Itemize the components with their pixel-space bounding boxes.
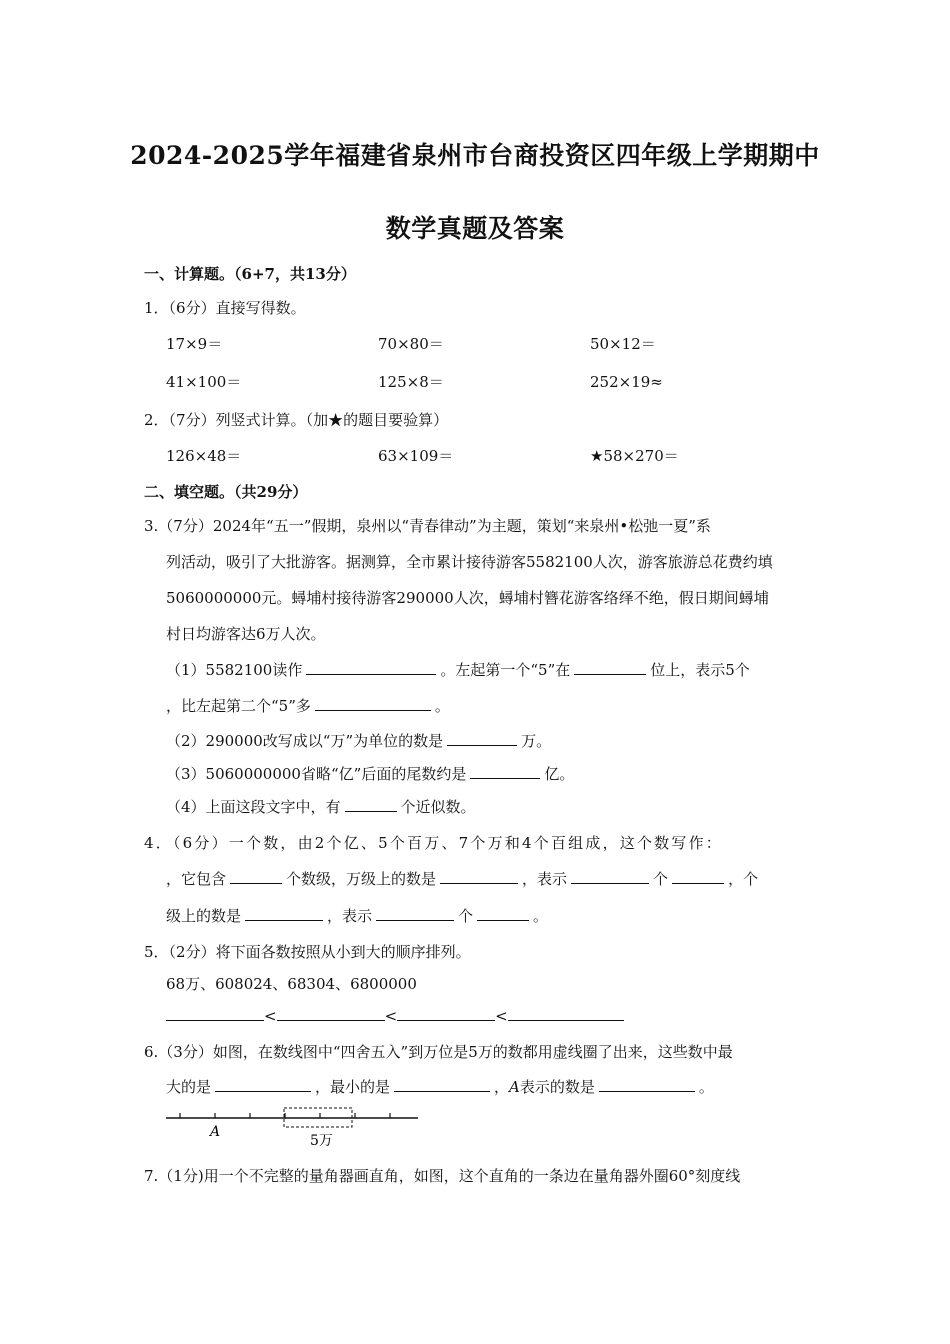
q3-sub1-text-d: ，比左起第二个“5”多 [166,697,311,715]
q4-text-h: 个 [458,907,474,925]
q3-line4: 村日均游客达6万人次。 [166,625,326,643]
q4-line1: 4．（6分）一个数，由2个亿、5个百万、7个万和4个百组成，这个数写作： [144,834,723,852]
q2-item-1: 126×48＝ [166,447,242,465]
q3-sub3-text-b: 亿。 [544,765,575,783]
q3-sub3 [166,764,574,784]
q3-sub1-blank-2[interactable] [574,660,646,675]
q6-blank-2[interactable] [394,1077,490,1092]
q6-blank-1[interactable] [215,1077,311,1092]
q4-blank-7[interactable] [477,906,529,921]
q4-blank-6[interactable] [376,906,454,921]
number-line-figure [160,1100,430,1150]
q6-text-f: 。 [698,1078,714,1096]
q3-line2: 列活动，吸引了大批游客。据测算，全市累计接待游客5582100人次，游客旅游总花费约填 [166,553,773,571]
q6-line1: 6.（3分）如图，在数线图中“四舍五入”到万位是5万的数都用虚线圈了出来，这些数中最 [144,1043,733,1061]
q3-sub2-text-b: 万。 [521,732,552,750]
q5-blank-4[interactable] [508,1006,624,1021]
q6-text-d: A [509,1078,520,1096]
q6-line2 [166,1077,714,1097]
q1-item-4: 41×100＝ [166,373,242,391]
q3-line3: 5060000000元。蟳埔村接待游客290000人次，蟳埔村簪花游客络绎不绝，假日期间蟳埔 [166,589,769,607]
q6-text-b: ，最小的是 [315,1078,391,1096]
q4-blank-5[interactable] [245,906,323,921]
q3-sub3-text-a: （3）5060000000省略“亿”后面的尾数约是 [166,765,467,783]
q3-sub1-cont [166,696,450,716]
point-a-label: A [210,1124,221,1140]
q3-sub2-blank[interactable] [447,731,517,746]
q5-blank-3[interactable] [397,1006,495,1021]
q3-sub4-text-a: （4）上面这段文字中，有 [166,798,341,816]
q4-blank-3[interactable] [571,869,649,884]
q5-lt-1: < [264,1007,277,1025]
q6-blank-3[interactable] [599,1077,695,1092]
q3-sub1-text-a: （1）5582100读作 [166,661,303,679]
q1-item-6: 252×19≈ [590,373,663,391]
q3-sub1-text-e: 。 [434,697,450,715]
q2-stem: 2．（7分）列竖式计算。（加★的题目要验算） [144,411,449,429]
q4-blank-1[interactable] [230,869,282,884]
q3-sub1-text-c: 位上，表示5个 [650,661,750,679]
q6-text-e: 表示的数是 [519,1078,595,1096]
section2-heading: 二、填空题。（共29分） [144,483,308,501]
section1-heading: 一、计算题。（6+7，共13分） [144,265,356,283]
q3-line1: 3.（7分）2024年“五一”假期，泉州以“青春律动”为主题，策划“来泉州•松弛一夏”系 [144,517,711,535]
q3-sub2-text-a: （2）290000改写成以“万”为单位的数是 [166,732,444,750]
q4-text-i: 。 [533,907,549,925]
q1-item-3: 50×12＝ [590,335,656,353]
q3-sub1-blank-3[interactable] [315,696,431,711]
q5-numbers: 68万、608024、68304、6800000 [166,975,417,993]
q4-blank-2[interactable] [440,869,518,884]
q2-item-2: 63×109＝ [378,447,454,465]
q4-text-g: ，表示 [327,907,373,925]
q2-item-3: ★58×270＝ [590,447,679,465]
q5-blank-2[interactable] [277,1006,385,1021]
q3-sub4-text-b: 个近似数。 [400,798,476,816]
q3-sub2 [166,731,551,751]
q3-sub3-blank[interactable] [470,764,540,779]
q4-text-c: ，表示 [522,870,568,888]
q3-sub1-blank-1[interactable] [306,660,436,675]
q1-item-2: 70×80＝ [378,335,444,353]
q5-stem: 5．（2分）将下面各数按照从小到大的顺序排列。 [144,943,471,961]
five-wan-label: 5万 [310,1133,333,1149]
q4-text-d: 个 [653,870,669,888]
q4-text-f: 级上的数是 [166,907,242,925]
document-title-line1: 2024-2025学年福建省泉州市台商投资区四年级上学期期中 [130,141,820,170]
q4-line2 [166,869,758,889]
q5-lt-3: < [495,1007,508,1025]
q4-text-b: 个数级，万级上的数是 [286,870,437,888]
q3-sub4 [166,797,476,817]
q4-text-e: ，个 [728,870,759,888]
q7-line1: 7.（1分)用一个不完整的量角器画直角，如图，这个直角的一条边在量角器外圈60°刻度线 [144,1167,741,1185]
q6-text-a: 大的是 [166,1078,212,1096]
q3-sub1-text-b: 。左起第一个“5”在 [440,661,571,679]
q4-blank-4[interactable] [672,869,724,884]
q5-order-blanks [166,1006,624,1026]
q1-item-5: 125×8＝ [378,373,444,391]
q1-item-1: 17×9＝ [166,335,223,353]
q4-text-a: ，它包含 [166,870,227,888]
q5-blank-1[interactable] [166,1006,264,1021]
q3-sub4-blank[interactable] [345,797,397,812]
q1-stem: 1．（6分）直接写得数。 [144,299,306,317]
q5-lt-2: < [384,1007,398,1025]
q6-text-c: ， [494,1078,510,1096]
q3-sub1 [166,660,750,680]
q4-line3 [166,906,548,926]
document-title-line2: 数学真题及答案 [385,214,565,243]
